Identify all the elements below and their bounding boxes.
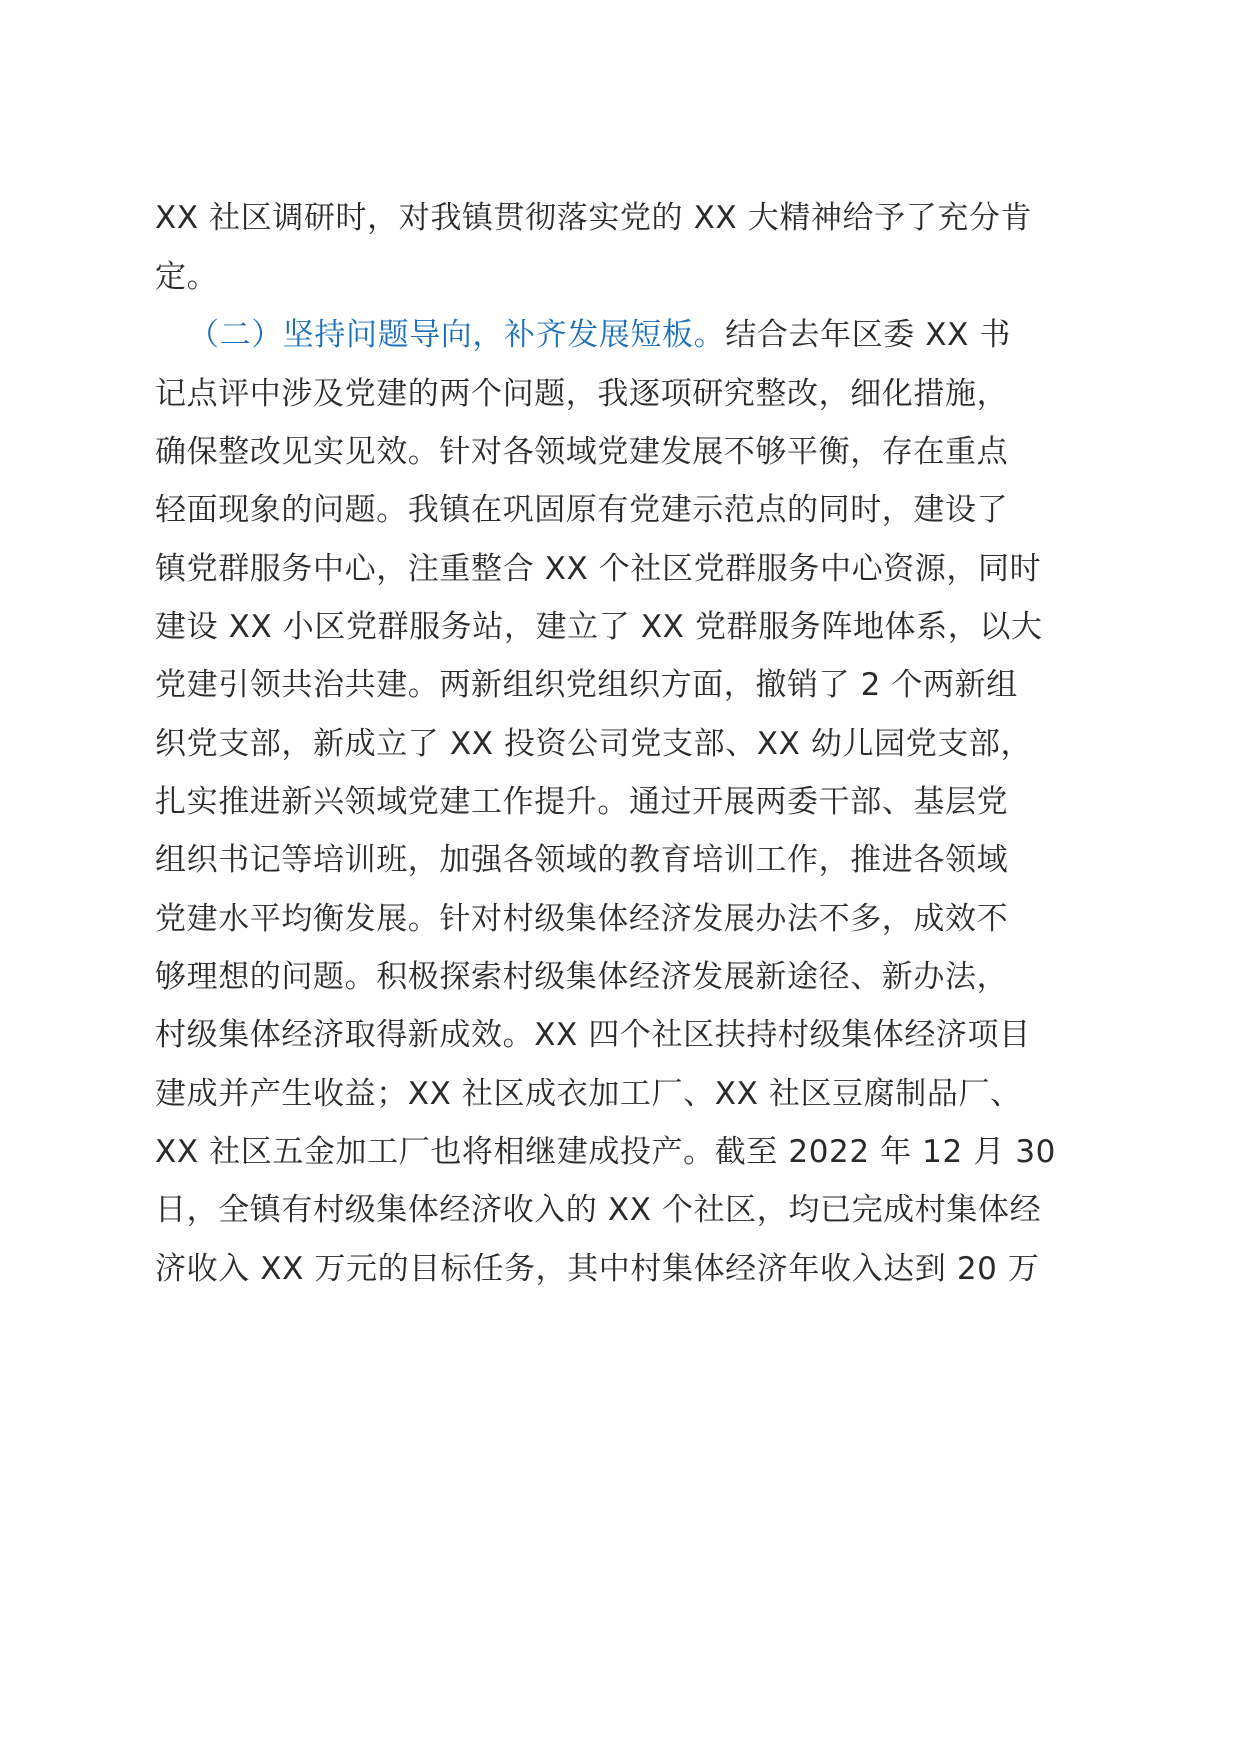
text-line: XX 社区调研时，对我镇贯彻落实党的 XX 大精神给予了充分肯 [155,200,1033,236]
text-line: XX 社区五金加工厂也将相继建成投产。截至 2022 年 12 月 30 [155,1134,1056,1170]
text-line: 村级集体经济取得新成效。XX 四个社区扶持村级集体经济项目 [155,1017,1031,1053]
text-line: 确保整改见实见效。针对各领域党建发展不够平衡，存在重点 [155,434,1009,470]
text-line: 定。 [155,259,219,295]
text-line: 够理想的问题。积极探索村级集体经济发展新途径、新办法， [155,959,1009,995]
text-line: 轻面现象的问题。我镇在巩固原有党建示范点的同时，建设了 [155,492,1009,528]
text-line: 党建水平均衡发展。针对村级集体经济发展办法不多，成效不 [155,901,1009,937]
text-line: 织党支部，新成立了 XX 投资公司党支部、XX 幼儿园党支部， [155,726,1033,762]
section-heading: （二）坚持问题导向，补齐发展短板。 [188,317,726,353]
text-line: 组织书记等培训班，加强各领域的教育培训工作，推进各领域 [155,842,1009,878]
text-line: 日，全镇有村级集体经济收入的 XX 个社区，均已完成村集体经 [155,1192,1042,1228]
text-line: 镇党群服务中心，注重整合 XX 个社区党群服务中心资源，同时 [155,551,1042,587]
text-line: 记点评中涉及党建的两个问题，我逐项研究整改，细化措施， [155,376,1009,412]
text-line: 建设 XX 小区党群服务站，建立了 XX 党群服务阵地体系，以大 [155,609,1043,645]
text-run: 结合去年区委 XX 书 [725,317,1011,353]
text-line: 党建引领共治共建。两新组织党组织方面，撤销了 2 个两新组 [155,667,1018,703]
text-line: 建成并产生收益；XX 社区成衣加工厂、XX 社区豆腐制品厂、 [155,1076,1022,1112]
text-line [188,315,1011,355]
text-line: 济收入 XX 万元的目标任务，其中村集体经济年收入达到 20 万 [155,1251,1040,1287]
text-line: 扎实推进新兴领域党建工作提升。通过开展两委干部、基层党 [155,784,1009,820]
